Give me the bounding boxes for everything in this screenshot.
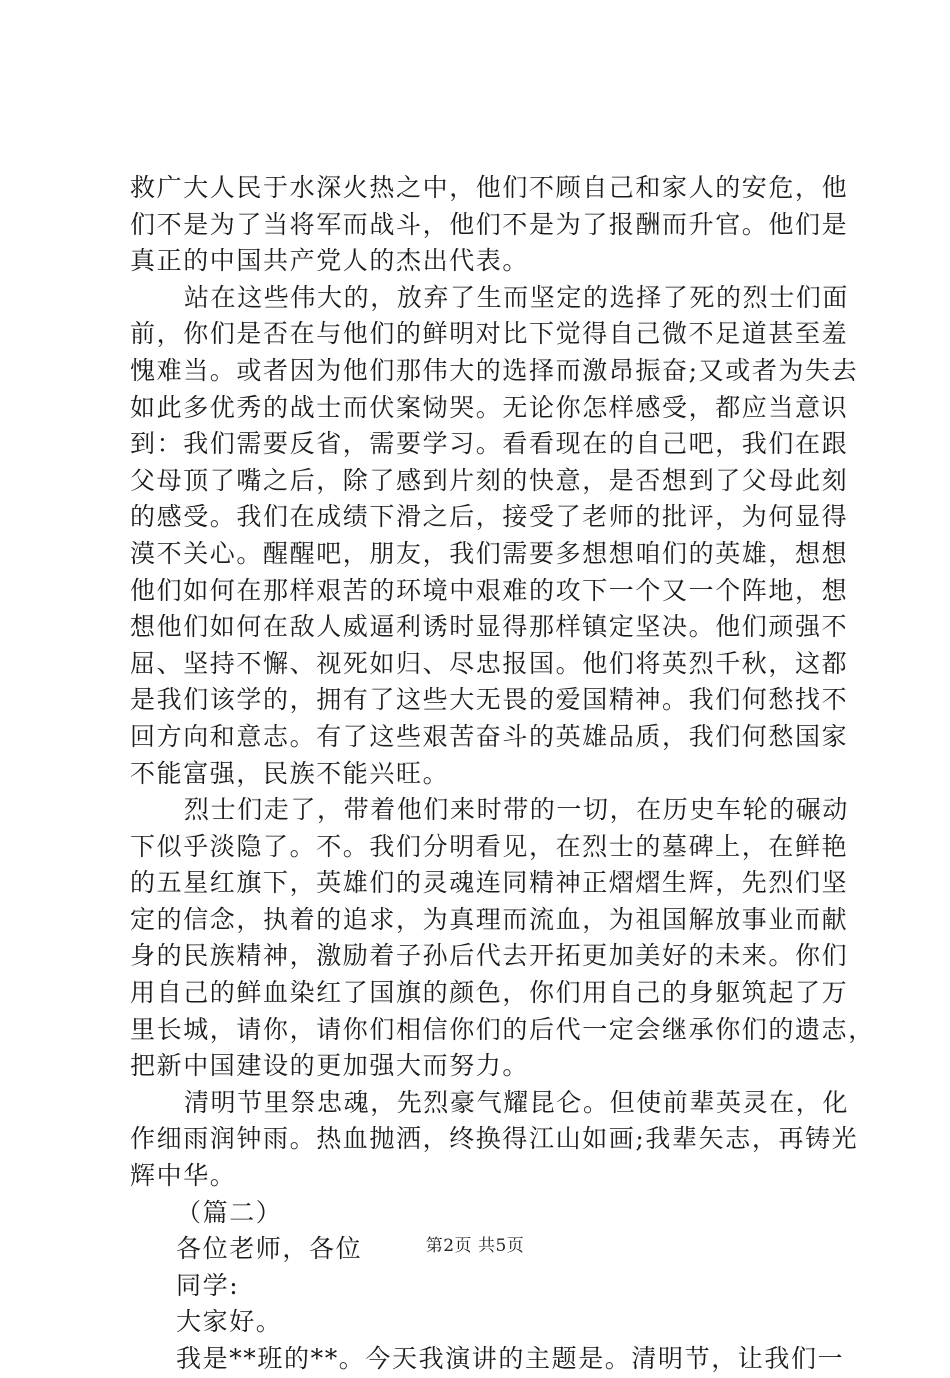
text-line: 他们如何在那样艰苦的环境中艰难的攻下一个又一个阵地，想 (130, 575, 849, 605)
page-number-footer: 第2页 共5页 (425, 1236, 525, 1256)
text-line: 们不是为了当将军而战斗，他们不是为了报酬而升官。他们是 (130, 209, 849, 239)
text-line: 烈士们走了，带着他们来时带的一切，在历史车轮的碾动 (184, 795, 850, 825)
text-line: 身的民族精神，激励着子孙后代去开拓更加美好的未来。你们 (130, 941, 849, 971)
text-line: 作细雨润钟雨。热血抛洒，终换得江山如画;我辈矢志，再铸光 (130, 1124, 859, 1154)
text-line: 屈、坚持不懈、视死如归、尽忠报国。他们将英烈千秋，这都 (130, 648, 849, 678)
text-line: 回方向和意志。有了这些艰苦奋斗的英雄品质，我们何愁国家 (130, 721, 849, 751)
text-line: 想他们如何在敌人威逼利诱时显得那样镇定坚决。他们顽强不 (130, 612, 849, 642)
text-line: 愧难当。或者因为他们那伟大的选择而激昂振奋;又或者为失去 (130, 355, 859, 385)
text-line: 各位老师，各位 (176, 1234, 363, 1264)
text-line: 大家好。 (176, 1307, 283, 1337)
text-line: 救广大人民于水深火热之中，他们不顾自己和家人的安危，他 (130, 173, 849, 202)
document-body (130, 170, 875, 1378)
text-line: 漠不关心。醒醒吧，朋友，我们需要多想想咱们的英雄，想想 (130, 538, 849, 568)
text-line: 下似乎淡隐了。不。我们分明看见，在烈士的墓碑上，在鲜艳 (130, 831, 849, 861)
text-line: 我是**班的**。今天我演讲的主题是。清明节，让我们一 (176, 1344, 845, 1373)
text-line: 里长城，请你，请你们相信你们的后代一定会继承你们的遗志， (130, 1014, 875, 1044)
text-line: 站在这些伟大的，放弃了生而坚定的选择了死的烈士们面 (184, 282, 850, 312)
text-line: 定的信念，执着的追求，为真理而流血，为祖国解放事业而献 (130, 904, 849, 934)
text-line: 的五星红旗下，英雄们的灵魂连同精神正熠熠生辉，先烈们坚 (130, 868, 849, 898)
text-line: 如此多优秀的战士而伏案恸哭。无论你怎样感受，都应当意识 (130, 392, 849, 422)
text-line: 到：我们需要反省，需要学习。看看现在的自己吧，我们在跟 (130, 429, 849, 459)
text-line: 父母顶了嘴之后，除了感到片刻的快意，是否想到了父母此刻 (130, 465, 849, 495)
text-line: 同学: (176, 1270, 240, 1300)
text-line: 是我们该学的，拥有了这些大无畏的爱国精神。我们何愁找不 (130, 685, 849, 715)
text-line: 清明节里祭忠魂，先烈豪气耀昆仑。但使前辈英灵在，化 (184, 1087, 850, 1117)
text-line: 真正的中国共产党人的杰出代表。 (130, 246, 530, 276)
text-line: （篇二） (176, 1197, 283, 1227)
text-line: 辉中华。 (130, 1161, 237, 1191)
text-line: 用自己的鲜血染红了国旗的颜色，你们用自己的身躯筑起了万 (130, 978, 849, 1008)
text-line: 的感受。我们在成绩下滑之后，接受了老师的批评，为何显得 (130, 502, 849, 532)
text-line: 不能富强，民族不能兴旺。 (130, 758, 450, 788)
text-line: 把新中国建设的更加强大而努力。 (130, 1051, 530, 1081)
text-line: 前，你们是否在与他们的鲜明对比下觉得自己微不足道甚至羞 (130, 319, 849, 349)
